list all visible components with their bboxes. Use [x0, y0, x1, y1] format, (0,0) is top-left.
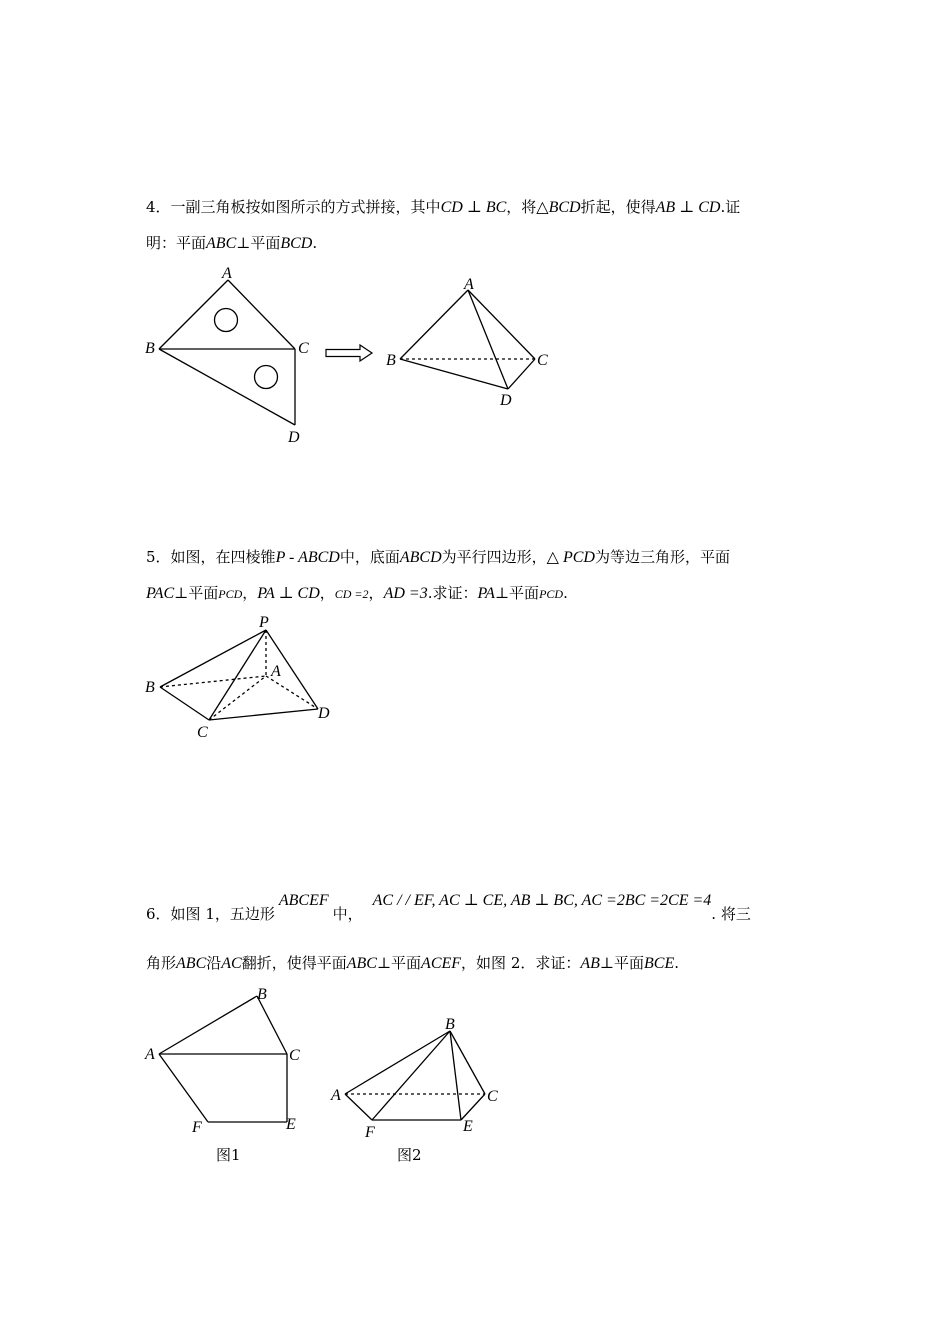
q5-figure — [140, 610, 350, 745]
q4-figure-right — [380, 272, 560, 412]
edge-cd — [508, 359, 535, 389]
q4-text: ，将 — [506, 198, 537, 216]
label-c: C — [289, 1047, 300, 1064]
label-p: P — [259, 614, 269, 631]
q4-math: ABC — [206, 235, 237, 252]
q5-number: 5． — [146, 548, 171, 566]
q6-figure-2 — [325, 1010, 505, 1170]
q6-text: . 将三 — [711, 905, 751, 923]
q6-line-1 — [146, 892, 751, 926]
q5-line-2 — [146, 582, 568, 605]
q4-number: 4． — [146, 198, 171, 216]
hidden-edge-ba — [160, 676, 266, 687]
edge-ec — [461, 1094, 485, 1120]
q4-line-2 — [146, 232, 317, 255]
edge-ab — [345, 1031, 450, 1094]
q6-text: 中， — [332, 905, 363, 923]
hidden-edge-ca — [209, 676, 266, 720]
label-d: D — [288, 429, 300, 446]
q6-text: . — [674, 954, 680, 972]
q5-math: P - ABCD — [275, 549, 340, 566]
q6-text: 如图 1，五边形 — [170, 905, 275, 923]
hole-circle — [255, 366, 278, 389]
q5-math: PA ⊥ CD — [257, 585, 320, 602]
q5-text: 为平行四边形， — [441, 548, 547, 566]
label-b: B — [145, 340, 155, 357]
fold-arrow-icon — [324, 343, 376, 365]
q6-text: ⊥平面 — [599, 954, 645, 972]
q6-line-2 — [146, 952, 679, 975]
q5-math: PCD — [218, 587, 243, 601]
q4-math: AB ⊥ CD — [655, 199, 721, 216]
q5-math: △ PCD — [546, 549, 595, 566]
label-a: A — [222, 265, 232, 282]
label-c: C — [487, 1088, 498, 1105]
edge-bc — [450, 1031, 485, 1094]
q5-text: ， — [368, 584, 384, 602]
q5-text: 中，底面 — [339, 548, 400, 566]
label-b: B — [386, 352, 396, 369]
label-b: B — [257, 986, 267, 1003]
q4-math: CD ⊥ BC — [440, 199, 507, 216]
q6-math: ACEF — [421, 955, 462, 972]
q5-text: 如图，在四棱锥 — [170, 548, 276, 566]
q5-text: ⊥平面 — [494, 584, 540, 602]
q5-math: CD =2 — [334, 587, 369, 601]
q6-math: ABCEF — [278, 892, 329, 909]
label-a: A — [271, 663, 281, 680]
hidden-edge-ad — [266, 676, 318, 709]
q4-line-1 — [146, 196, 740, 219]
label-d: D — [500, 392, 512, 409]
q6-math: AC / / EF, AC ⊥ CE, AB ⊥ BC, AC =2BC =2CE =4 — [372, 892, 712, 909]
label-d: D — [318, 705, 330, 722]
q4-math: BCD — [280, 235, 313, 252]
q5-math: PAC — [146, 585, 175, 602]
label-f: F — [192, 1119, 202, 1136]
q5-math: PA — [477, 585, 495, 602]
q6-math: AB — [580, 955, 600, 972]
edge-bd — [400, 359, 508, 389]
q5-text: 为等边三角形，平面 — [594, 548, 730, 566]
q6-math: AC — [221, 955, 242, 972]
edge-bf — [372, 1031, 450, 1120]
q5-text: ⊥平面 — [174, 584, 219, 602]
q4-text: .证 — [720, 198, 741, 216]
q6-math: ABC — [346, 955, 377, 972]
q5-text: ， — [242, 584, 258, 602]
edge-cd — [209, 709, 318, 720]
label-c: C — [298, 340, 309, 357]
edge-ab — [159, 996, 257, 1054]
edge-bc — [257, 996, 287, 1054]
q6-text: 沿 — [206, 954, 222, 972]
q4-text: 一副三角板按如图所示的方式拼接，其中 — [170, 198, 441, 216]
label-c: C — [537, 352, 548, 369]
q4-text: 折起，使得 — [580, 198, 656, 216]
figure-caption: 图2 — [397, 1146, 422, 1164]
label-e: E — [463, 1118, 473, 1135]
q5-line-1 — [146, 546, 730, 569]
edge-af — [159, 1054, 208, 1122]
q5-math: PCD — [539, 587, 564, 601]
q5-math: ABCD — [399, 549, 442, 566]
edge-ad — [468, 290, 508, 389]
label-b: B — [145, 679, 155, 696]
q4-text: ⊥平面 — [236, 234, 281, 252]
q5-text: .求证： — [427, 584, 478, 602]
edge-ab — [400, 290, 468, 359]
q4-figure-left — [140, 262, 310, 452]
q4-math: △BCD — [536, 199, 581, 216]
label-f: F — [365, 1124, 375, 1141]
q6-math: ABC — [176, 955, 207, 972]
figure-caption: 图1 — [216, 1146, 241, 1164]
label-a: A — [331, 1087, 341, 1104]
q5-math: AD =3 — [383, 585, 428, 602]
edge-ac — [468, 290, 535, 359]
edge-pb — [160, 630, 266, 687]
q6-text: 角形 — [146, 954, 177, 972]
q5-text: ， — [319, 584, 335, 602]
edge-bc — [160, 687, 209, 720]
edge-ac — [228, 280, 295, 349]
edge-ab — [159, 280, 228, 349]
q4-text: 明：平面 — [146, 234, 207, 252]
label-a: A — [464, 276, 474, 293]
q6-text: ⊥平面 — [376, 954, 422, 972]
label-c: C — [197, 724, 208, 741]
q4-text: . — [312, 234, 318, 252]
edge-be — [450, 1031, 461, 1120]
q6-math: BCE — [644, 955, 675, 972]
q6-text: ，如图 2．求证： — [461, 954, 581, 972]
q6-figure-1 — [140, 982, 320, 1167]
hole-circle — [215, 309, 238, 332]
q6-number: 6． — [146, 905, 171, 923]
q5-text: . — [563, 584, 568, 602]
edge-bd — [159, 349, 295, 425]
q6-text: 翻折，使得平面 — [241, 954, 347, 972]
label-e: E — [286, 1116, 296, 1133]
edge-pc — [209, 630, 266, 720]
label-a: A — [145, 1046, 155, 1063]
edge-af — [345, 1094, 372, 1120]
label-b: B — [445, 1016, 455, 1033]
